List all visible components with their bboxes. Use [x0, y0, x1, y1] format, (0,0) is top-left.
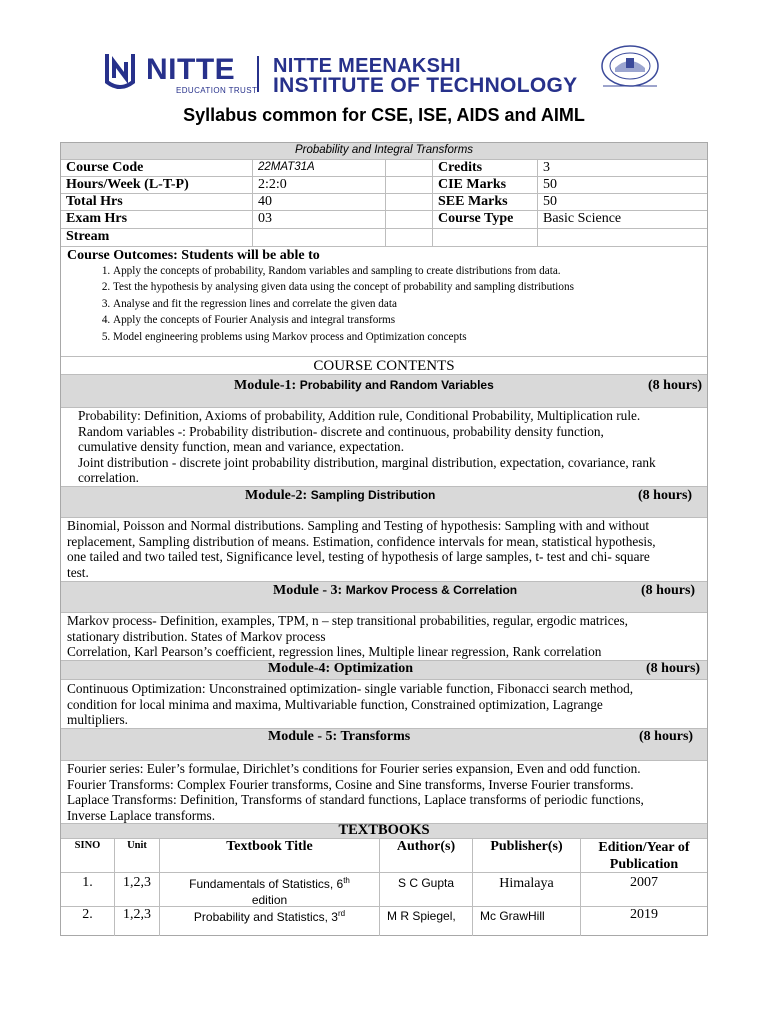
title-text: Fundamentals of Statistics, 6 [189, 877, 344, 891]
course-outcomes-section [61, 247, 707, 357]
module-text-line: Random variables -: Probability distribution- discrete and continuous, probability density function, [78, 423, 604, 439]
module-header [61, 729, 707, 761]
field-label: Course Code [61, 160, 253, 176]
column-header [581, 839, 707, 872]
field-value: 50 [543, 194, 557, 209]
unit-cell: 1,2,3 [115, 907, 160, 936]
empty-cell [386, 160, 433, 176]
nitte-logo-icon [103, 52, 137, 90]
course-info-row [61, 211, 707, 229]
module-title [245, 488, 435, 504]
module-content [61, 761, 707, 824]
module-name: Probability and Random Variables [299, 378, 494, 392]
field-label: CIE Marks [433, 177, 538, 193]
module-header [61, 487, 707, 518]
module-header [61, 375, 707, 408]
table-row [61, 873, 707, 907]
outcome-item: 2. Test the hypothesis by analysing given data using the concept of probability and sampling distributions [113, 279, 574, 295]
empty-cell [386, 194, 433, 210]
outcome-item: 1. Apply the concepts of probability, Random variables and sampling to create distributions from data. [113, 263, 574, 279]
module-label: Module-1: [234, 378, 300, 393]
field-value: Basic Science [543, 211, 622, 226]
column-header-line: Publication [609, 857, 679, 872]
textbooks-header-row [61, 839, 707, 873]
module-content [61, 408, 707, 487]
university-seal-icon [585, 44, 675, 92]
empty-cell [386, 229, 433, 246]
field-label: Total Hrs [61, 194, 253, 210]
publisher-cell: Mc GrawHill [473, 907, 581, 936]
column-header: Publisher(s) [473, 839, 581, 872]
module-text-line: replacement, Sampling distribution of means. Estimation, confidence intervals for mean, statistical hypothesis, [67, 533, 656, 549]
field-value [253, 229, 386, 246]
module-text-line: Probability: Definition, Axioms of probability, Addition rule, Conditional Probability, Multiplication rule. [78, 408, 641, 423]
title-superscript: th [343, 876, 350, 885]
module-label: Module-2: [245, 488, 311, 503]
module-hours: (8 hours) [639, 729, 694, 744]
textbooks-heading-row [61, 824, 707, 839]
author-cell: S C Gupta [380, 873, 473, 906]
module-text-line: Binomial, Poisson and Normal distributions. Sampling and Testing of hypothesis: Sampling with and without [67, 518, 650, 533]
unit-cell: 1,2,3 [115, 873, 160, 906]
sino-cell: 2. [61, 907, 115, 936]
logo-wordmark: NITTE [146, 53, 236, 86]
field-label: Stream [61, 229, 253, 246]
table-row [61, 907, 707, 936]
outcome-item: 4. Apply the concepts of Fourier Analysis and integral transforms [113, 312, 574, 328]
module-text-line: test. [67, 564, 89, 580]
field-value: 50 [543, 177, 557, 192]
course-name-row [61, 143, 707, 160]
year-cell: 2007 [630, 875, 658, 890]
sino-cell: 1. [61, 873, 115, 906]
outcomes-heading: Course Outcomes: Students will be able to [67, 248, 320, 263]
module-text-line: condition for local minima and maxima, Multivariable function, Constrained optimization, Lagrange [67, 696, 603, 712]
year-cell: 2019 [630, 907, 658, 922]
module-text-line: Correlation, Karl Pearson’s coefficient, regression lines, Multiple linear regression, Rank correlation [67, 644, 602, 660]
module-hours: (8 hours) [648, 378, 703, 393]
title-cell [160, 907, 380, 936]
module-content [61, 680, 707, 729]
letterhead [0, 0, 768, 125]
module-title [273, 583, 517, 599]
page-title: Syllabus common for CSE, ISE, AIDS and AIML [183, 105, 585, 125]
course-contents-heading-row [61, 357, 707, 375]
outcome-item: 5. Model engineering problems using Markov process and Optimization concepts [113, 329, 574, 345]
column-header: SINO [61, 839, 115, 872]
module-text-line: Inverse Laplace transforms. [67, 807, 216, 823]
module-text-line: Fourier series: Euler’s formulae, Dirichlet’s conditions for Fourier series expansion, Even and odd function. [67, 761, 641, 776]
syllabus-table [60, 142, 708, 936]
outcomes-list [69, 263, 574, 345]
outcome-item: 3. Analyse and fit the regression lines and correlate the given data [113, 296, 574, 312]
column-header: Unit [115, 839, 160, 872]
module-name: Sampling Distribution [310, 488, 436, 502]
course-info-row [61, 194, 707, 211]
course-name: Probability and Integral Transforms [294, 144, 474, 156]
module-header [61, 582, 707, 613]
field-label: Credits [433, 160, 538, 176]
course-info-row [61, 177, 707, 194]
textbooks-heading: TEXTBOOKS [338, 822, 430, 838]
module-text-line: stationary distribution. States of Markov process [67, 628, 326, 644]
module-text-line: correlation. [78, 470, 139, 486]
column-header: Textbook Title [160, 839, 380, 872]
field-label: Course Type [433, 211, 538, 228]
header-divider [257, 56, 259, 92]
field-value: 3 [543, 160, 550, 175]
field-label [433, 229, 538, 246]
module-header [61, 661, 707, 680]
field-label: Hours/Week (L-T-P) [61, 177, 253, 193]
module-content [61, 518, 707, 582]
module-text-line: Markov process- Definition, examples, TPM, n – step transitional probabilities, regular, ergodic matrices, [67, 613, 629, 628]
title-text-line2: edition [251, 893, 288, 907]
module-title [234, 378, 494, 394]
module-text-line: Joint distribution - discrete joint probability distribution, marginal distribution, expectation, covariance, rank [78, 454, 656, 470]
module-hours: (8 hours) [638, 488, 693, 503]
field-value: 2:2:0 [253, 177, 386, 193]
module-name: Markov Process & Correlation [345, 583, 518, 597]
institute-name-line2: INSTITUTE OF TECHNOLOGY [273, 74, 578, 97]
field-value: 03 [253, 211, 386, 228]
module-text-line: Laplace Transforms: Definition, Transforms of standard functions, Laplace transforms of periodic functions, [67, 792, 644, 808]
logo-subtitle: EDUCATION TRUST [176, 86, 258, 95]
module-title: Module - 5: Transforms [268, 729, 411, 744]
module-title: Module-4: Optimization [268, 661, 414, 676]
module-text-line: multipliers. [67, 712, 128, 728]
field-value: 22MAT31A [253, 160, 386, 176]
column-header-line: Edition/Year of [598, 840, 690, 855]
empty-cell [386, 211, 433, 228]
course-info-row [61, 160, 707, 177]
module-text-line: Continuous Optimization: Unconstrained optimization- single variable function, Fibonacci search method, [67, 681, 634, 696]
publisher-cell: Himalaya [473, 873, 581, 906]
module-text-line: Fourier Transforms: Complex Fourier transforms, Cosine and Sine transforms, Inverse Fourier transforms. [67, 776, 634, 792]
field-value [538, 229, 707, 246]
module-text-line: one tailed and two tailed test, Significance level, testing of hypothesis of large samples, t- test and chi- square [67, 549, 650, 565]
author-cell: M R Spiegel, [380, 907, 473, 936]
module-label: Module - 3: [273, 583, 346, 598]
title-cell [160, 873, 380, 906]
module-text-line: cumulative density function, mean and variance, expectation. [78, 439, 405, 455]
column-header: Author(s) [380, 839, 473, 872]
title-superscript: rd [337, 909, 346, 918]
course-contents-heading: COURSE CONTENTS [313, 358, 455, 374]
module-content [61, 613, 707, 661]
field-label: SEE Marks [433, 194, 538, 210]
course-info-row [61, 229, 707, 247]
empty-cell [386, 177, 433, 193]
institute-name-line1: NITTE MEENAKSHI [273, 55, 461, 77]
title-text: Probability and Statistics, 3 [193, 910, 338, 924]
module-hours: (8 hours) [646, 661, 701, 676]
field-value: 40 [253, 194, 386, 210]
module-hours: (8 hours) [641, 583, 696, 598]
field-label: Exam Hrs [61, 211, 253, 228]
